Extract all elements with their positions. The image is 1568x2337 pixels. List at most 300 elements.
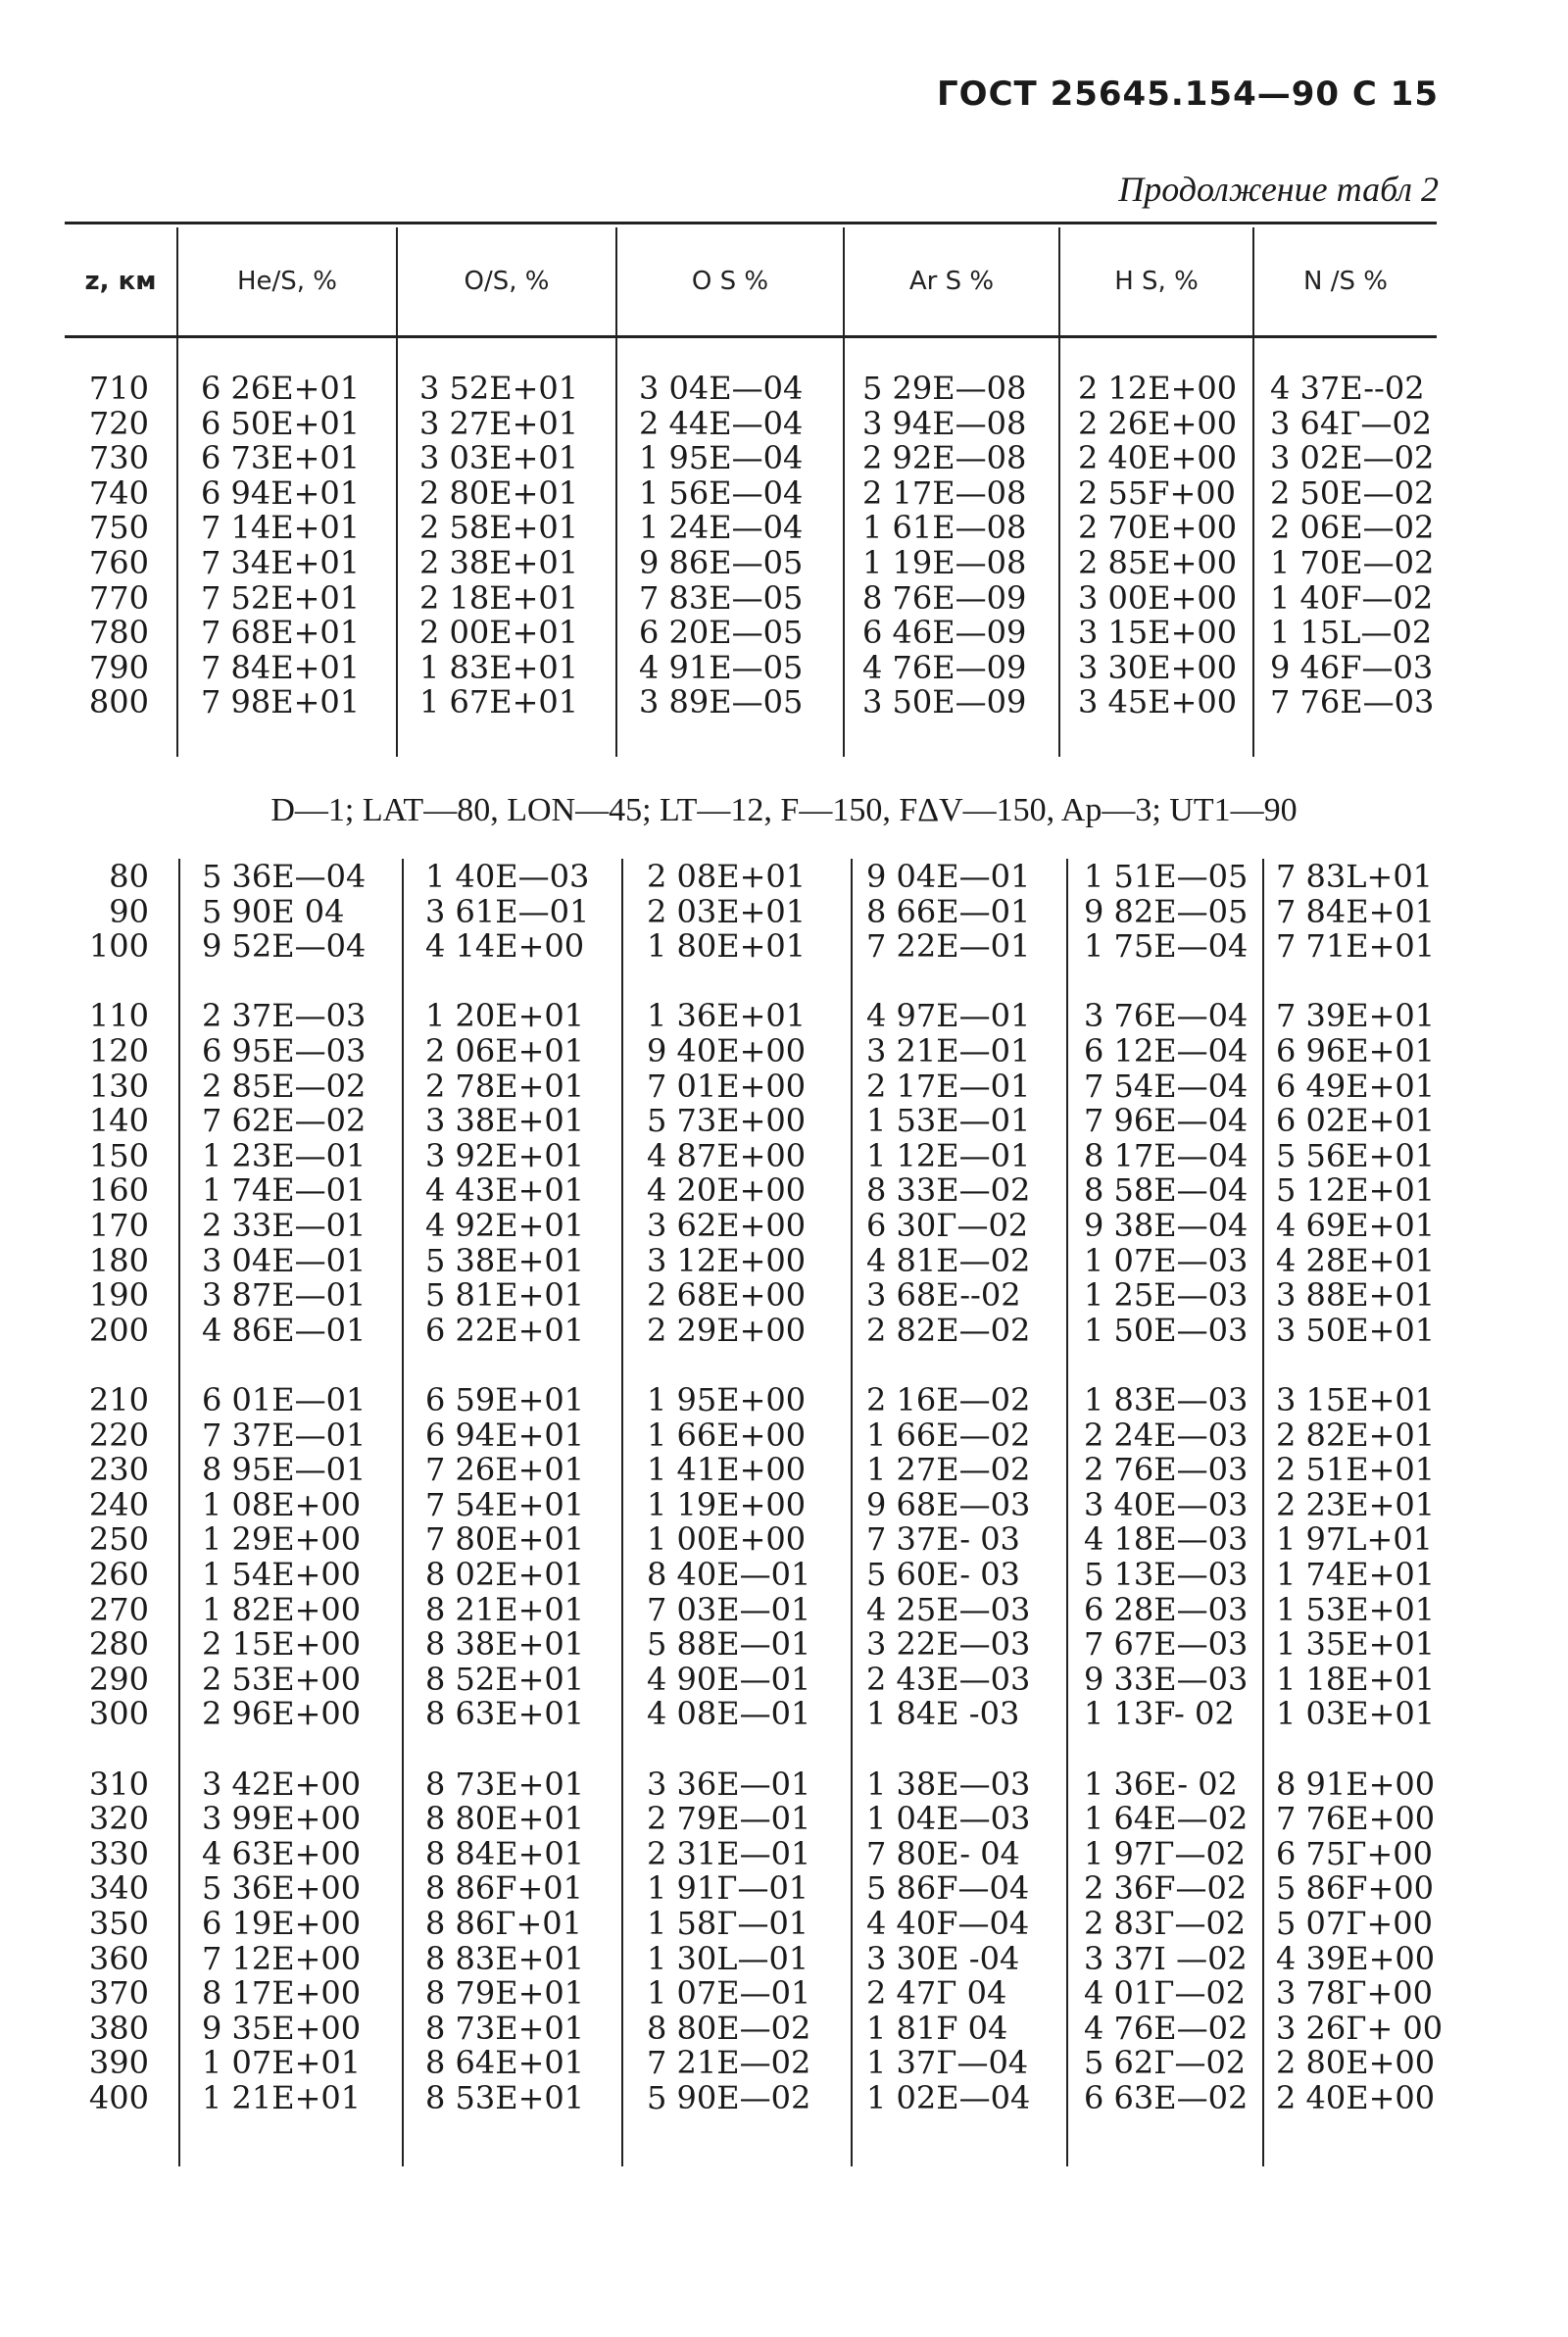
value-cell: 1 50E—03 bbox=[1084, 1311, 1249, 1349]
value-cell: 2 53E+00 bbox=[202, 1660, 362, 1698]
table-row bbox=[0, 615, 1568, 650]
value-cell: 2 85E—02 bbox=[202, 1067, 367, 1105]
value-cell: 3 03E+01 bbox=[419, 439, 579, 477]
value-cell: 1 82E+00 bbox=[202, 1590, 362, 1628]
value-cell: 3 36E—01 bbox=[647, 1765, 811, 1803]
value-cell: 4 18E—03 bbox=[1084, 1520, 1249, 1559]
value-cell: 8 86F+01 bbox=[425, 1869, 583, 1908]
value-cell: 4 63Е+00 bbox=[202, 1834, 362, 1872]
value-cell: 2 55F+00 bbox=[1078, 473, 1236, 512]
altitude-cell: 710 bbox=[88, 370, 149, 407]
altitude-cell: 790 bbox=[88, 648, 149, 686]
value-cell: 4 01Г—02 bbox=[1084, 1974, 1247, 2013]
value-cell: 4 28E+01 bbox=[1276, 1241, 1436, 1279]
value-cell: 1 19E+00 bbox=[647, 1485, 807, 1523]
value-cell: 3 02E—02 bbox=[1270, 439, 1435, 477]
value-cell: 4 69E+01 bbox=[1276, 1207, 1436, 1244]
table-row bbox=[0, 928, 1568, 964]
table-row bbox=[0, 371, 1568, 406]
value-cell: 4 86E—01 bbox=[202, 1311, 367, 1349]
conditions-caption: D—1; LAT—80, LON—45; LT—12, F—150, FΔV—150, Ap—3; UT1—90 bbox=[270, 792, 1298, 828]
value-cell: 1 07E—01 bbox=[647, 1974, 811, 2013]
value-cell: 3 38E+01 bbox=[425, 1102, 585, 1140]
altitude-cell: 370 bbox=[88, 1974, 149, 2013]
value-cell: 3 61E—01 bbox=[425, 892, 590, 930]
value-cell: 3 52E+01 bbox=[419, 370, 579, 407]
value-cell: 2 96E+00 bbox=[202, 1695, 362, 1733]
value-cell: 1 58Г—01 bbox=[647, 1905, 809, 1942]
value-cell: 4 37E--02 bbox=[1270, 370, 1425, 407]
value-cell: 1 07E—03 bbox=[1084, 1241, 1249, 1279]
table-row bbox=[0, 1696, 1568, 1731]
table-row bbox=[0, 684, 1568, 720]
value-cell: 1 53Е+01 bbox=[1276, 1590, 1436, 1628]
value-cell: 7 76Е—03 bbox=[1270, 683, 1435, 721]
value-cell: 3 04E—01 bbox=[202, 1241, 367, 1279]
value-cell: 8 86Г+01 bbox=[425, 1905, 582, 1942]
table-row bbox=[0, 406, 1568, 441]
value-cell: 5 60E- 03 bbox=[866, 1556, 1020, 1593]
value-cell: 2 51Е+01 bbox=[1276, 1451, 1436, 1489]
altitude-cell: 100 bbox=[88, 927, 149, 966]
value-cell: 5 88E—01 bbox=[647, 1625, 811, 1664]
value-cell: 2 40E+00 bbox=[1078, 439, 1238, 477]
value-cell: 7 83E—05 bbox=[639, 578, 804, 617]
value-cell: 1 38Е—03 bbox=[866, 1765, 1031, 1803]
value-cell: 1 95E+00 bbox=[647, 1381, 807, 1418]
column-header-n: N /S % bbox=[1303, 267, 1388, 296]
table-row bbox=[0, 1592, 1568, 1627]
value-cell: 1 64E—02 bbox=[1084, 1800, 1249, 1838]
value-cell: 2 43E—03 bbox=[866, 1660, 1031, 1698]
value-cell: 5 36E—04 bbox=[202, 858, 367, 895]
altitude-cell: 80 bbox=[109, 858, 149, 895]
value-cell: 9 35E+00 bbox=[202, 2009, 362, 2047]
value-cell: 5 36E+00 bbox=[202, 1869, 362, 1908]
table-row bbox=[0, 1103, 1568, 1138]
table-row bbox=[0, 1870, 1568, 1906]
value-cell: 6 73E+01 bbox=[201, 439, 361, 477]
value-cell: 1 56E—04 bbox=[639, 473, 804, 512]
value-cell: 7 21E—02 bbox=[647, 2044, 811, 2082]
value-cell: 2 85E+00 bbox=[1078, 544, 1238, 581]
value-cell: 4 14E+00 bbox=[425, 927, 585, 966]
value-cell: 7 54E+01 bbox=[425, 1485, 585, 1523]
value-cell: 2 18E+01 bbox=[419, 578, 579, 617]
table-row bbox=[0, 1313, 1568, 1348]
value-cell: 8 17E+00 bbox=[202, 1974, 362, 2013]
value-cell: 1 07E+01 bbox=[202, 2044, 362, 2082]
value-cell: 1 97L+01 bbox=[1276, 1520, 1434, 1559]
altitude-cell: 110 bbox=[88, 997, 149, 1035]
value-cell: 3 15E+00 bbox=[1078, 614, 1238, 652]
table-row bbox=[0, 1208, 1568, 1243]
value-cell: 3 04E—04 bbox=[639, 370, 804, 407]
value-cell: 3 87E—01 bbox=[202, 1276, 367, 1315]
table-row bbox=[0, 1382, 1568, 1417]
value-cell: 1 25E—03 bbox=[1084, 1276, 1249, 1315]
value-cell: 1 81F 04 bbox=[866, 2009, 1008, 2047]
value-cell: 3 64Г—02 bbox=[1270, 404, 1433, 442]
value-cell: 7 37E- 03 bbox=[866, 1520, 1020, 1559]
value-cell: 7 34E+01 bbox=[201, 544, 361, 581]
value-cell: 6 12E—04 bbox=[1084, 1032, 1249, 1069]
altitude-cell: 200 bbox=[88, 1311, 149, 1349]
value-cell: 1 75E—04 bbox=[1084, 927, 1249, 966]
value-cell: 8 79E+01 bbox=[425, 1974, 585, 2013]
value-cell: 2 40E+00 bbox=[1276, 2079, 1436, 2116]
altitude-cell: 210 bbox=[88, 1381, 149, 1418]
value-cell: 7 39Е+01 bbox=[1276, 997, 1436, 1035]
value-cell: 2 08E+01 bbox=[647, 858, 807, 895]
value-cell: 1 21E+01 bbox=[202, 2079, 362, 2116]
value-cell: 3 26Г+ 00 bbox=[1276, 2009, 1444, 2047]
altitude-cell: 770 bbox=[88, 578, 149, 617]
value-cell: 1 40E—03 bbox=[425, 858, 590, 895]
table-row bbox=[0, 2011, 1568, 2046]
value-cell: 6 50E+01 bbox=[201, 404, 361, 442]
value-cell: 9 04E—01 bbox=[866, 858, 1031, 895]
table-row bbox=[0, 580, 1568, 616]
value-cell: 8 91E+00 bbox=[1276, 1765, 1436, 1803]
altitude-cell: 130 bbox=[88, 1067, 149, 1105]
altitude-cell: 730 bbox=[88, 439, 149, 477]
value-cell: 3 30E+00 bbox=[1078, 648, 1238, 686]
value-cell: 3 92E+01 bbox=[425, 1136, 585, 1174]
value-cell: 1 27E—02 bbox=[866, 1451, 1031, 1489]
value-cell: 8 66E—01 bbox=[866, 892, 1031, 930]
value-cell: 8 95E—01 bbox=[202, 1451, 367, 1489]
value-cell: 3 50E—09 bbox=[862, 683, 1027, 721]
value-cell: 3 21E—01 bbox=[866, 1032, 1031, 1069]
value-cell: 5 81E+01 bbox=[425, 1276, 585, 1315]
value-cell: 9 52E—04 bbox=[202, 927, 367, 966]
table-row bbox=[0, 1557, 1568, 1592]
table-continuation-caption: Продолжение табл 2 bbox=[1118, 170, 1439, 209]
value-cell: 7 12E+00 bbox=[202, 1939, 362, 1977]
value-cell: 6 96E+01 bbox=[1276, 1032, 1436, 1069]
value-cell: 1 83E+01 bbox=[419, 648, 579, 686]
altitude-cell: 400 bbox=[88, 2079, 149, 2116]
value-cell: 3 62E+00 bbox=[647, 1207, 807, 1244]
value-cell: 5 62Г—02 bbox=[1084, 2044, 1247, 2082]
value-cell: 8 58E—04 bbox=[1084, 1171, 1249, 1210]
column-header-o: O/S, % bbox=[464, 267, 550, 296]
value-cell: 9 40E+00 bbox=[647, 1032, 807, 1069]
value-cell: 8 80E—02 bbox=[647, 2009, 811, 2047]
value-cell: 7 03E—01 bbox=[647, 1590, 811, 1628]
value-cell: 1 40F—02 bbox=[1270, 578, 1434, 617]
value-cell: 2 37E—03 bbox=[202, 997, 367, 1035]
value-cell: 9 82E—05 bbox=[1084, 892, 1249, 930]
altitude-cell: 760 bbox=[88, 544, 149, 581]
value-cell: 7 26E+01 bbox=[425, 1451, 585, 1489]
value-cell: 2 92E—08 bbox=[862, 439, 1027, 477]
value-cell: 2 68E+00 bbox=[647, 1276, 807, 1315]
value-cell: 2 80E+00 bbox=[1276, 2044, 1436, 2082]
value-cell: 2 80E+01 bbox=[419, 473, 579, 512]
column-header-h: H S, % bbox=[1114, 267, 1199, 296]
value-cell: 2 82E+01 bbox=[1276, 1416, 1436, 1454]
value-cell: 2 47Г 04 bbox=[866, 1974, 1007, 2013]
value-cell: 2 16E—02 bbox=[866, 1381, 1031, 1418]
value-cell: 2 50E—02 bbox=[1270, 473, 1435, 512]
value-cell: 3 45E+00 bbox=[1078, 683, 1238, 721]
value-cell: 4 39E+00 bbox=[1276, 1939, 1436, 1977]
value-cell: 7 14E+01 bbox=[201, 509, 361, 547]
value-cell: 1 70E—02 bbox=[1270, 544, 1435, 581]
table-row bbox=[0, 1243, 1568, 1278]
altitude-cell: 220 bbox=[88, 1416, 149, 1454]
value-cell: 5 86F+00 bbox=[1276, 1869, 1434, 1908]
value-cell: 2 24Е—03 bbox=[1084, 1416, 1249, 1454]
value-cell: 1 74Е+01 bbox=[1276, 1556, 1436, 1593]
table-row bbox=[0, 1172, 1568, 1208]
value-cell: 1 51Е—05 bbox=[1084, 858, 1249, 895]
value-cell: 8 53E+01 bbox=[425, 2079, 585, 2116]
altitude-cell: 230 bbox=[88, 1451, 149, 1489]
altitude-cell: 140 bbox=[88, 1102, 149, 1140]
altitude-cell: 240 bbox=[88, 1485, 149, 1523]
value-cell: 9 68E—03 bbox=[866, 1485, 1031, 1523]
table-row bbox=[0, 1452, 1568, 1487]
altitude-cell: 780 bbox=[88, 614, 149, 652]
value-cell: 1 41E+00 bbox=[647, 1451, 807, 1489]
value-cell: 4 90E—01 bbox=[647, 1660, 811, 1698]
value-cell: 8 52E+01 bbox=[425, 1660, 585, 1698]
value-cell: 1 08E+00 bbox=[202, 1485, 362, 1523]
value-cell: 8 84E+01 bbox=[425, 1834, 585, 1872]
value-cell: 3 30E -04 bbox=[866, 1939, 1020, 1977]
table-row bbox=[0, 440, 1568, 475]
value-cell: 1 02E—04 bbox=[866, 2079, 1031, 2116]
value-cell: 6 01E—01 bbox=[202, 1381, 367, 1418]
value-cell: 1 13F- 02 bbox=[1084, 1695, 1235, 1733]
value-cell: 2 38E+01 bbox=[419, 544, 579, 581]
value-cell: 6 28E—03 bbox=[1084, 1590, 1249, 1628]
value-cell: 4 20E+00 bbox=[647, 1171, 807, 1210]
table-row bbox=[0, 1487, 1568, 1522]
value-cell: 5 86F—04 bbox=[866, 1869, 1030, 1908]
value-cell: 6 22E+01 bbox=[425, 1311, 585, 1349]
value-cell: 3 00E+00 bbox=[1078, 578, 1238, 617]
value-cell: 7 54E—04 bbox=[1084, 1067, 1249, 1105]
value-cell: 1 00Е+00 bbox=[647, 1520, 807, 1559]
value-cell: 7 96E—04 bbox=[1084, 1102, 1249, 1140]
altitude-cell: 350 bbox=[88, 1905, 149, 1942]
value-cell: 7 84E+01 bbox=[201, 648, 361, 686]
value-cell: 7 84Е+01 bbox=[1276, 892, 1436, 930]
table-row bbox=[0, 1836, 1568, 1871]
page-header: ГОСТ 25645.154—90 С 15 bbox=[937, 75, 1439, 114]
altitude-cell: 390 bbox=[88, 2044, 149, 2082]
value-cell: 1 83Е—03 bbox=[1084, 1381, 1249, 1418]
value-cell: 2 26E+00 bbox=[1078, 404, 1238, 442]
value-cell: 1 36E- 02 bbox=[1084, 1765, 1238, 1803]
altitude-cell: 280 bbox=[88, 1625, 149, 1664]
value-cell: 1 35E+01 bbox=[1276, 1625, 1436, 1664]
value-cell: 7 76E+00 bbox=[1276, 1800, 1436, 1838]
value-cell: 5 56E+01 bbox=[1276, 1136, 1436, 1174]
value-cell: 8 33Е—02 bbox=[866, 1171, 1031, 1210]
value-cell: 1 37Г—04 bbox=[866, 2044, 1029, 2082]
value-cell: 6 95E—03 bbox=[202, 1032, 367, 1069]
altitude-cell: 250 bbox=[88, 1520, 149, 1559]
altitude-cell: 750 bbox=[88, 509, 149, 547]
value-cell: 3 42E+00 bbox=[202, 1765, 362, 1803]
value-cell: 7 22E—01 bbox=[866, 927, 1031, 966]
table-row bbox=[0, 1417, 1568, 1453]
value-cell: 5 73E+00 bbox=[647, 1102, 807, 1140]
table-row bbox=[0, 510, 1568, 545]
table-header-rule bbox=[65, 335, 1437, 338]
value-cell: 1 95E—04 bbox=[639, 439, 804, 477]
table-row bbox=[0, 650, 1568, 685]
altitude-cell: 320 bbox=[88, 1800, 149, 1838]
value-cell: 7 83L+01 bbox=[1276, 858, 1434, 895]
altitude-cell: 740 bbox=[88, 473, 149, 512]
value-cell: 4 25E—03 bbox=[866, 1590, 1031, 1628]
value-cell: 3 89E—05 bbox=[639, 683, 804, 721]
value-cell: 2 15E+00 bbox=[202, 1625, 362, 1664]
value-cell: 3 78Г+00 bbox=[1276, 1974, 1433, 2013]
value-cell: 1 66E—02 bbox=[866, 1416, 1031, 1454]
altitude-cell: 120 bbox=[88, 1032, 149, 1069]
value-cell: 1 24E—04 bbox=[639, 509, 804, 547]
value-cell: 2 06E+01 bbox=[425, 1032, 585, 1069]
value-cell: 3 88Е+01 bbox=[1276, 1276, 1436, 1315]
value-cell: 6 75Г+00 bbox=[1276, 1834, 1433, 1872]
value-cell: 4 87E+00 bbox=[647, 1136, 807, 1174]
altitude-cell: 180 bbox=[88, 1241, 149, 1279]
altitude-cell: 90 bbox=[109, 892, 149, 930]
value-cell: 3 22E—03 bbox=[866, 1625, 1031, 1664]
value-cell: 6 19E+00 bbox=[202, 1905, 362, 1942]
value-cell: 6 94E+01 bbox=[201, 473, 361, 512]
value-cell: 1 53E—01 bbox=[866, 1102, 1031, 1140]
value-cell: 1 20E+01 bbox=[425, 997, 585, 1035]
value-cell: 3 37I —02 bbox=[1084, 1939, 1248, 1977]
column-header-z: z, км bbox=[84, 267, 157, 296]
value-cell: 6 94E+01 bbox=[425, 1416, 585, 1454]
value-cell: 3 40E—03 bbox=[1084, 1485, 1249, 1523]
table-top-rule bbox=[65, 222, 1437, 224]
value-cell: 1 66E+00 bbox=[647, 1416, 807, 1454]
value-cell: 9 33E—03 bbox=[1084, 1660, 1249, 1698]
value-cell: 1 29E+00 bbox=[202, 1520, 362, 1559]
value-cell: 5 12E+01 bbox=[1276, 1171, 1436, 1210]
altitude-cell: 300 bbox=[88, 1695, 149, 1733]
value-cell: 2 03E+01 bbox=[647, 892, 807, 930]
altitude-cell: 160 bbox=[88, 1171, 149, 1210]
value-cell: 2 06E—02 bbox=[1270, 509, 1435, 547]
table-row bbox=[0, 859, 1568, 894]
value-cell: 2 44E—04 bbox=[639, 404, 804, 442]
table-row bbox=[0, 2080, 1568, 2115]
column-header-ar: Ar S % bbox=[908, 267, 995, 296]
table-row bbox=[0, 1975, 1568, 2011]
altitude-cell: 310 bbox=[88, 1765, 149, 1803]
table-row bbox=[0, 1521, 1568, 1557]
value-cell: 4 92E+01 bbox=[425, 1207, 585, 1244]
value-cell: 4 76Е—02 bbox=[1084, 2009, 1249, 2047]
table-row bbox=[0, 1766, 1568, 1802]
value-cell: 2 76E—03 bbox=[1084, 1451, 1249, 1489]
table-row bbox=[0, 1069, 1568, 1104]
table-row bbox=[0, 1906, 1568, 1941]
value-cell: 8 80E+01 bbox=[425, 1800, 585, 1838]
value-cell: 2 17E—08 bbox=[862, 473, 1027, 512]
value-cell: 6 26E+01 bbox=[201, 370, 361, 407]
value-cell: 8 63E+01 bbox=[425, 1695, 585, 1733]
value-cell: 4 40F—04 bbox=[866, 1905, 1030, 1942]
value-cell: 1 19E—08 bbox=[862, 544, 1027, 581]
value-cell: 8 76E—09 bbox=[862, 578, 1027, 617]
value-cell: 1 97Г—02 bbox=[1084, 1834, 1247, 1872]
value-cell: 3 99E+00 bbox=[202, 1800, 362, 1838]
table-row bbox=[0, 1941, 1568, 1976]
value-cell: 2 83Г—02 bbox=[1084, 1905, 1247, 1942]
value-cell: 5 38E+01 bbox=[425, 1241, 585, 1279]
value-cell: 2 79E—01 bbox=[647, 1800, 811, 1838]
value-cell: 3 94E—08 bbox=[862, 404, 1027, 442]
value-cell: 2 17E—01 bbox=[866, 1067, 1031, 1105]
altitude-cell: 360 bbox=[88, 1939, 149, 1977]
value-cell: 8 83E+01 bbox=[425, 1939, 585, 1977]
value-cell: 8 64E+01 bbox=[425, 2044, 585, 2082]
value-cell: 1 18E+01 bbox=[1276, 1660, 1436, 1698]
value-cell: 4 08E—01 bbox=[647, 1695, 811, 1733]
altitude-cell: 150 bbox=[88, 1136, 149, 1174]
value-cell: 3 68E--02 bbox=[866, 1276, 1021, 1315]
value-cell: 1 61E—08 bbox=[862, 509, 1027, 547]
value-cell: 4 81E—02 bbox=[866, 1241, 1031, 1279]
value-cell: 2 36F—02 bbox=[1084, 1869, 1248, 1908]
value-cell: 1 15L—02 bbox=[1270, 614, 1433, 652]
value-cell: 7 01E+00 bbox=[647, 1067, 807, 1105]
value-cell: 6 59E+01 bbox=[425, 1381, 585, 1418]
value-cell: 1 04E—03 bbox=[866, 1800, 1031, 1838]
value-cell: 2 82E—02 bbox=[866, 1311, 1031, 1349]
value-cell: 7 68E+01 bbox=[201, 614, 361, 652]
value-cell: 3 27E+01 bbox=[419, 404, 579, 442]
value-cell: 7 80E- 04 bbox=[866, 1834, 1020, 1872]
value-cell: 7 71E+01 bbox=[1276, 927, 1436, 966]
value-cell: 7 62E—02 bbox=[202, 1102, 367, 1140]
table-row bbox=[0, 475, 1568, 511]
altitude-cell: 380 bbox=[88, 2009, 149, 2047]
altitude-cell: 260 bbox=[88, 1556, 149, 1593]
table-row bbox=[0, 545, 1568, 580]
value-cell: 1 80E+01 bbox=[647, 927, 807, 966]
value-cell: 6 63Е—02 bbox=[1084, 2079, 1249, 2116]
value-cell: 7 37E—01 bbox=[202, 1416, 367, 1454]
value-cell: 4 43E+01 bbox=[425, 1171, 585, 1210]
table-row bbox=[0, 2045, 1568, 2080]
value-cell: 3 76E—04 bbox=[1084, 997, 1249, 1035]
table-row bbox=[0, 1033, 1568, 1069]
table-row bbox=[0, 1277, 1568, 1313]
altitude-cell: 190 bbox=[88, 1276, 149, 1315]
value-cell: 2 00E+01 bbox=[419, 614, 579, 652]
value-cell: 1 74E—01 bbox=[202, 1171, 367, 1210]
value-cell: 8 17E—04 bbox=[1084, 1136, 1249, 1174]
value-cell: 8 40E—01 bbox=[647, 1556, 811, 1593]
table-row bbox=[0, 1801, 1568, 1836]
value-cell: 5 90E 04 bbox=[202, 892, 345, 930]
value-cell: 9 38E—04 bbox=[1084, 1207, 1249, 1244]
table-row bbox=[0, 1138, 1568, 1173]
